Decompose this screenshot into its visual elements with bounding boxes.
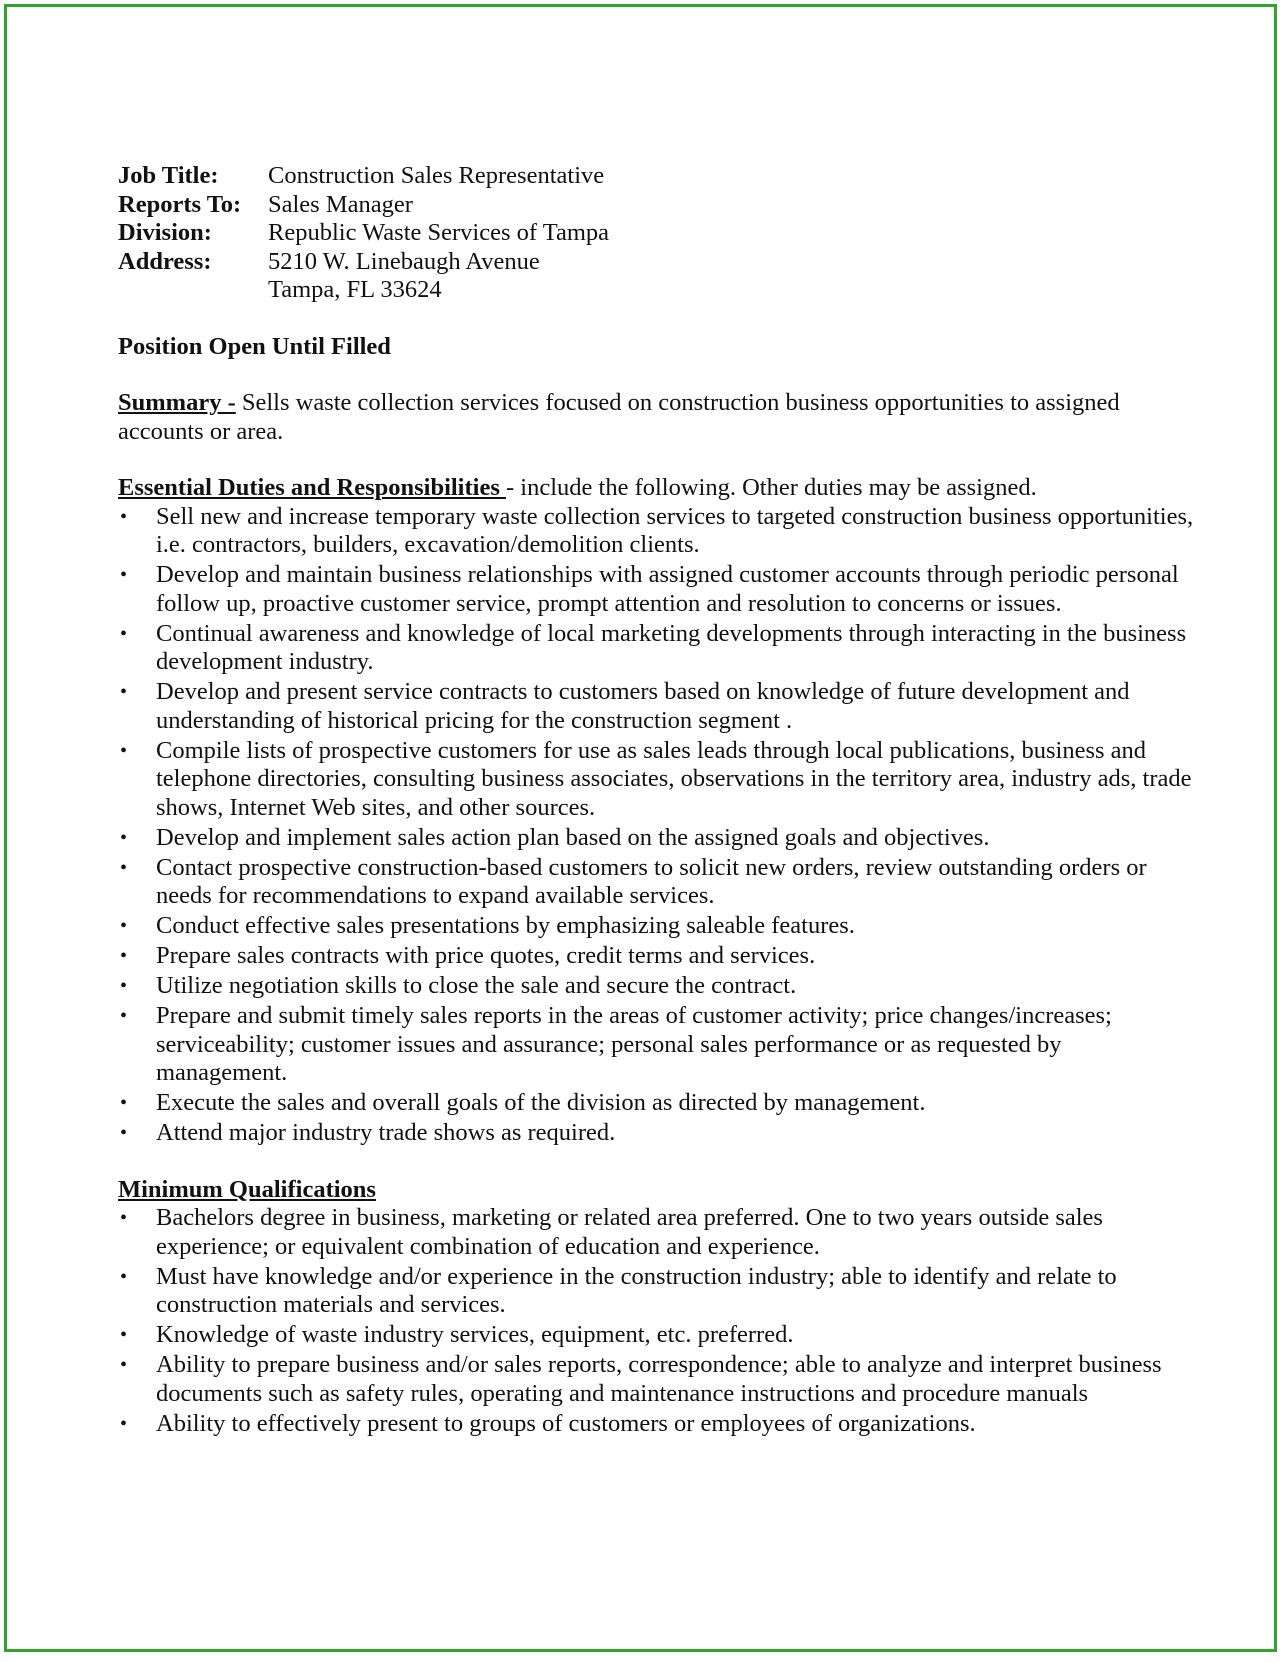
list-item-text: Develop and maintain business relationships with assigned customer accounts through periodic personal follow up, proactive customer service, prompt attention and resolution to concerns or issues.	[156, 561, 1179, 617]
list-item-text: Attend major industry trade shows as required.	[156, 1119, 616, 1146]
list-item	[118, 1351, 1198, 1408]
bullet-icon: •	[120, 1324, 128, 1346]
duties-heading-line	[118, 474, 1198, 503]
bullet-icon: •	[120, 826, 128, 849]
summary-heading: Summary	[118, 389, 228, 416]
document-page	[118, 162, 1198, 1440]
list-item	[118, 620, 1198, 677]
bullet-icon: •	[120, 1005, 128, 1027]
header-value: Tampa, FL 33624	[268, 276, 442, 303]
list-item-text: Prepare and submit timely sales reports in the areas of customer activity; price changes/increases; serviceability; customer issues and assurance; personal sales performance or as requested by management.	[156, 1002, 1112, 1086]
position-status: Position Open Until Filled	[118, 332, 391, 360]
job-header	[118, 162, 1198, 305]
bullet-icon: •	[120, 975, 128, 997]
duties-heading: Essential Duties and Responsibilities	[118, 474, 506, 501]
list-item-text: Contact prospective construction-based customers to solicit new orders, review outstanding orders or needs for recommendations to expand available services.	[156, 853, 1147, 909]
list-item-text: Ability to effectively present to groups of customers or employees of organizations.	[156, 1409, 976, 1437]
bullet-icon: •	[120, 1354, 128, 1376]
header-label: Division:	[118, 219, 212, 246]
header-value: 5210 W. Linebaugh Avenue	[268, 247, 540, 275]
list-item-text: Continual awareness and knowledge of local marketing developments through interacting in the business development industry.	[156, 619, 1187, 675]
header-label: Address:	[118, 247, 212, 275]
list-item	[118, 1089, 1198, 1118]
header-value: Construction Sales Representative	[268, 162, 605, 189]
header-row-job-title	[118, 162, 1198, 191]
list-item-text: Compile lists of prospective customers for use as sales leads through local publications, business and telephone directories, consulting business associates, observations in the territory area, industry ads, trade shows, Internet Web sites, and other sources.	[156, 736, 1192, 821]
list-item-text: Ability to prepare business and/or sales reports, correspondence; able to analyze and interpret business documents such as safety rules, operating and maintenance instructions and procedure manuals	[156, 1351, 1162, 1407]
list-item	[118, 503, 1198, 560]
list-item	[118, 1002, 1198, 1088]
list-item-text: Develop and present service contracts to customers based on knowledge of future development and understanding of historical pricing for the construction segment .	[156, 678, 1130, 734]
list-item	[118, 972, 1198, 1001]
header-row-address-line-2	[118, 276, 1198, 305]
list-item	[118, 1119, 1198, 1148]
header-row-division	[118, 219, 1198, 248]
header-label: Job Title:	[118, 162, 219, 189]
duties-intro: - include the following. Other duties may be assigned.	[506, 474, 1037, 501]
duties-list	[118, 503, 1198, 1148]
list-item	[118, 1410, 1198, 1439]
list-item-text: Bachelors degree in business, marketing or related area preferred. One to two years outside sales experience; or equivalent combination of education and experience.	[156, 1204, 1103, 1260]
bullet-icon: •	[120, 505, 128, 528]
summary-paragraph	[118, 389, 1198, 446]
bullet-icon: •	[120, 1412, 128, 1435]
header-label	[118, 276, 268, 305]
list-item	[118, 912, 1198, 941]
list-item-text: Develop and implement sales action plan based on the assigned goals and objectives.	[156, 823, 990, 851]
bullet-icon: •	[120, 1122, 128, 1144]
header-row-reports-to	[118, 191, 1198, 220]
bullet-icon: •	[120, 1207, 128, 1229]
list-item	[118, 854, 1198, 911]
bullet-icon: •	[120, 945, 128, 967]
bullet-icon: •	[120, 622, 128, 645]
bullet-icon: •	[120, 739, 128, 762]
list-item-text: Execute the sales and overall goals of the division as directed by management.	[156, 1089, 926, 1116]
summary-text: Sells waste collection services focused on construction business opportunities to assigned accounts or area.	[118, 389, 1120, 445]
header-row-address	[118, 248, 1198, 277]
header-label: Reports To:	[118, 190, 242, 218]
list-item	[118, 561, 1198, 618]
list-item-text: Must have knowledge and/or experience in the construction industry; able to identify and relate to construction materials and services.	[156, 1262, 1117, 1318]
bullet-icon: •	[120, 915, 128, 937]
qualifications-heading: Minimum Qualifications	[118, 1175, 376, 1203]
list-item-text: Sell new and increase temporary waste collection services to targeted construction business opportunities, i.e. contractors, builders, excavation/demolition clients.	[156, 502, 1194, 558]
header-value: Sales Manager	[268, 190, 413, 218]
list-item-text: Knowledge of waste industry services, equipment, etc. preferred.	[156, 1321, 794, 1348]
bullet-icon: •	[120, 564, 128, 586]
qualifications-list	[118, 1204, 1198, 1438]
list-item-text: Prepare sales contracts with price quotes, credit terms and services.	[156, 942, 816, 969]
bullet-icon: •	[120, 1092, 128, 1114]
list-item	[118, 1263, 1198, 1320]
bullet-icon: •	[120, 856, 128, 879]
list-item	[118, 1204, 1198, 1261]
bullet-icon: •	[120, 1265, 128, 1288]
list-item	[118, 942, 1198, 971]
list-item-text: Conduct effective sales presentations by emphasizing saleable features.	[156, 912, 855, 939]
bullet-icon: •	[120, 681, 128, 703]
list-item	[118, 737, 1198, 823]
list-item	[118, 1321, 1198, 1350]
list-item-text: Utilize negotiation skills to close the sale and secure the contract.	[156, 972, 797, 999]
list-item	[118, 678, 1198, 735]
summary-dash: -	[227, 389, 236, 416]
list-item	[118, 824, 1198, 853]
header-value: Republic Waste Services of Tampa	[268, 219, 610, 246]
